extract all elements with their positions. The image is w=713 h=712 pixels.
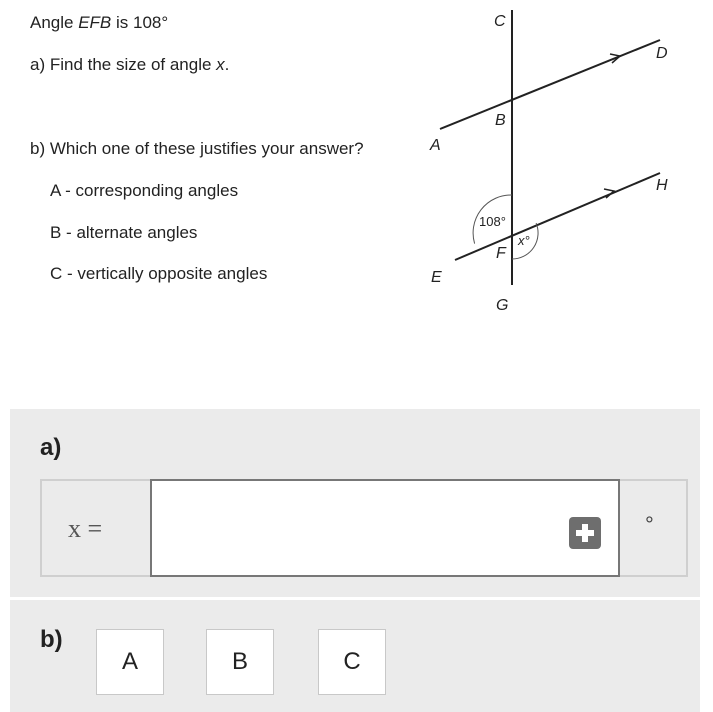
choice-a-button[interactable]: A — [96, 629, 164, 695]
variable-label: x = — [68, 514, 103, 543]
question-part-b: b) Which one of these justifies your answer? — [30, 139, 364, 158]
label-h: H — [656, 177, 668, 194]
angle-108-label: 108° — [479, 214, 506, 229]
label-c: C — [494, 13, 506, 30]
part-b-label: b) — [40, 626, 63, 653]
option-c-text: C - vertically opposite angles — [50, 264, 268, 283]
label-g: G — [496, 297, 509, 314]
label-b: B — [495, 112, 506, 129]
angle-x-label: x° — [518, 233, 530, 248]
label-a: A — [430, 137, 441, 154]
plus-icon[interactable] — [569, 517, 601, 549]
option-b-text: B - alternate angles — [50, 223, 198, 242]
label-d: D — [656, 45, 668, 62]
label-f: F — [496, 245, 506, 262]
question-intro: Angle EFB is 108° — [30, 13, 169, 32]
angle-diagram — [420, 5, 700, 315]
choice-b-button[interactable]: B — [206, 629, 274, 695]
degree-unit-label: ° — [645, 512, 654, 537]
choice-c-button[interactable]: C — [318, 629, 386, 695]
label-e: E — [431, 269, 442, 286]
question-part-a: a) Find the size of angle x. — [30, 55, 230, 74]
angle-x-input[interactable] — [150, 479, 620, 577]
option-a-text: A - corresponding angles — [50, 181, 239, 200]
part-a-label: a) — [40, 434, 62, 461]
parallel-line-ab — [440, 40, 660, 129]
